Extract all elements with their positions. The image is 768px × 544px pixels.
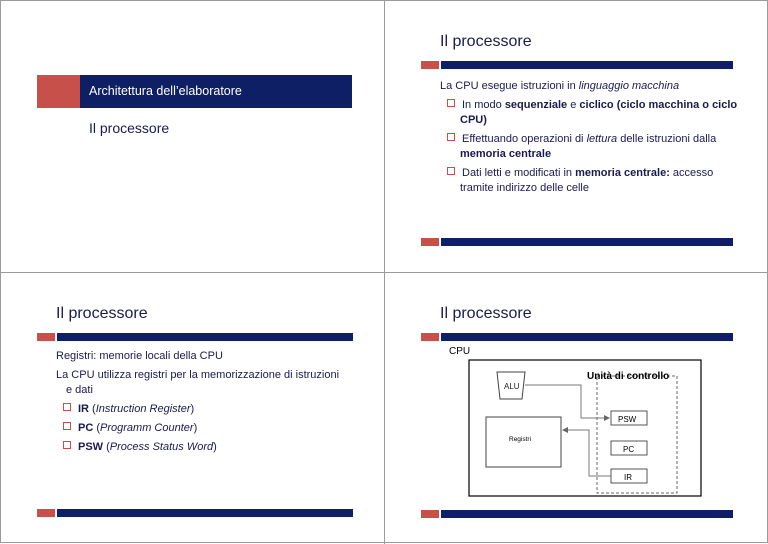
slide-body (440, 79, 745, 200)
title-bar-red (421, 333, 439, 341)
registri-label: Registri (509, 436, 532, 443)
title-bar-blue (441, 333, 733, 341)
slide-1 (1, 1, 384, 272)
bullet-1: In modo sequenziale e ciclico (ciclo macchina o ciclo CPU) (440, 98, 745, 128)
footer-bar-blue (441, 238, 733, 246)
intro-line: La CPU esegue istruzioni in linguaggio macchina (440, 80, 680, 92)
register-item-ir: IR (Instruction Register) (56, 402, 341, 417)
alu-label: ALU (504, 382, 520, 391)
slide-4 (385, 273, 768, 544)
section-header: Architettura dell’elaboratore (89, 84, 242, 98)
body-line-2: La CPU utilizza registri per la memorizzazione di istruzioni e dati (56, 369, 340, 396)
footer-bar-blue (441, 510, 733, 518)
control-unit-label: Unità di controllo (587, 371, 670, 382)
slide-3 (1, 273, 384, 544)
title-bar-blue (57, 333, 353, 341)
register-item-psw: PSW (Process Status Word) (56, 440, 341, 455)
bullet-2: Effettuando operazioni di lettura delle istruzioni dalla memoria centrale (440, 132, 745, 162)
title-bar-red (37, 333, 55, 341)
footer-bar-red (421, 510, 439, 518)
footer-bar-red (37, 509, 55, 517)
slide-title: Il processore (56, 305, 148, 322)
alu-to-psw-arrow (525, 385, 609, 418)
slide-title: Il processore (440, 33, 532, 50)
cpu-diagram (449, 346, 719, 499)
slide-body (56, 349, 341, 459)
footer-bar-red (421, 238, 439, 246)
cpu-label: CPU (449, 346, 471, 357)
section-subtitle: Il processore (89, 120, 170, 136)
footer-bar-blue (57, 509, 353, 517)
psw-label: PSW (618, 415, 637, 424)
ir-label: IR (624, 473, 632, 482)
header-red-block (37, 75, 80, 108)
register-item-pc: PC (Programm Counter) (56, 421, 341, 436)
title-bar-red (421, 61, 439, 69)
pc-label: PC (623, 445, 635, 454)
body-line-1: Registri: memorie locali della CPU (56, 350, 223, 362)
ir-to-registri-arrow (563, 430, 611, 476)
title-bar-blue (441, 61, 733, 69)
slide-2 (385, 1, 768, 272)
cpu-diagram-svg (449, 349, 719, 499)
bullet-3: Dati letti e modificati in memoria centrale: accesso tramite indirizzo delle celle (440, 166, 745, 196)
slide-title: Il processore (440, 305, 532, 322)
